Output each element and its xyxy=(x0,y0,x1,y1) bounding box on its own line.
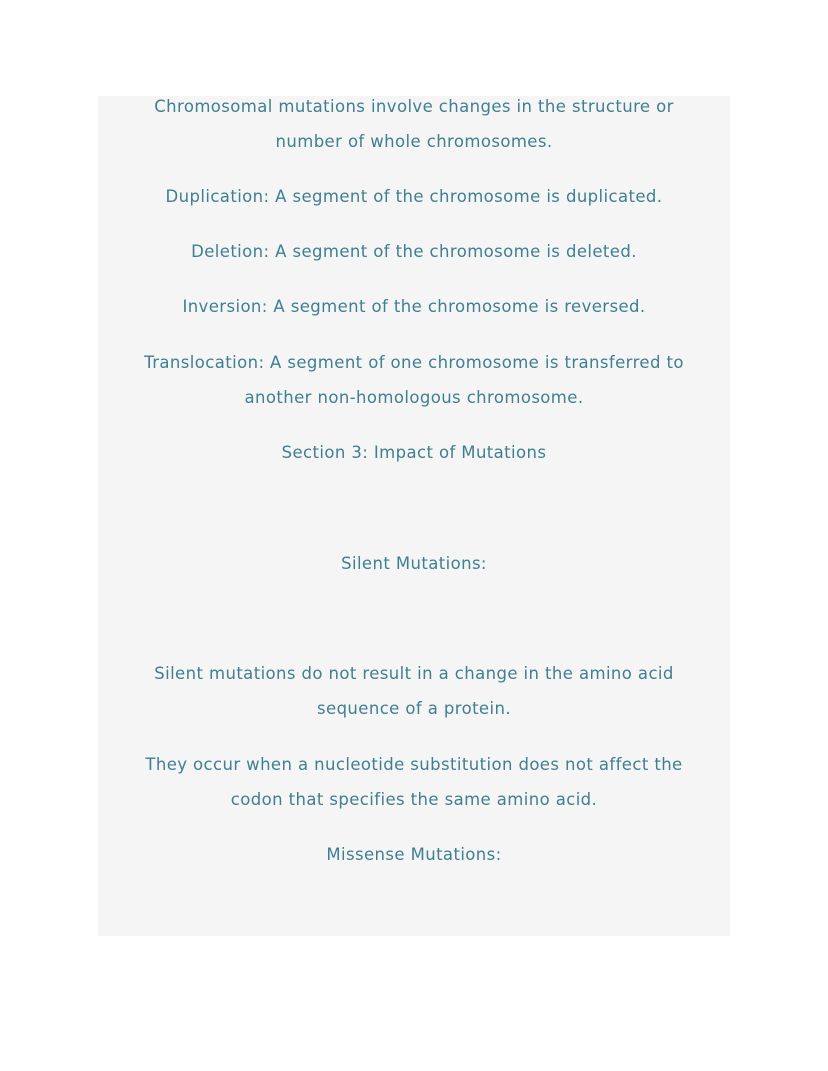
duplication-definition: Duplication: A segment of the chromosome is duplicated. xyxy=(165,187,663,206)
silent-mutations-explanation-line-1: They occur when a nucleotide substitution does not affect the xyxy=(145,755,683,774)
chromosomal-mutations-intro-line-1: Chromosomal mutations involve changes in the structure or xyxy=(154,97,674,116)
translocation-definition-line-1: Translocation: A segment of one chromosome is transferred to xyxy=(144,353,684,372)
chromosomal-mutations-intro-line-2: number of whole chromosomes. xyxy=(275,132,553,151)
silent-mutations-definition-line-2: sequence of a protein. xyxy=(317,699,511,718)
section-3-heading: Section 3: Impact of Mutations xyxy=(281,443,547,462)
deletion-definition: Deletion: A segment of the chromosome is deleted. xyxy=(191,242,637,261)
translocation-definition-line-2: another non-homologous chromosome. xyxy=(244,388,584,407)
silent-mutations-definition-line-1: Silent mutations do not result in a change in the amino acid xyxy=(154,664,674,683)
silent-mutations-heading: Silent Mutations: xyxy=(341,554,487,573)
inversion-definition: Inversion: A segment of the chromosome is reversed. xyxy=(182,297,646,316)
missense-mutations-heading: Missense Mutations: xyxy=(326,845,502,864)
silent-mutations-explanation-line-2: codon that specifies the same amino acid. xyxy=(230,790,598,809)
